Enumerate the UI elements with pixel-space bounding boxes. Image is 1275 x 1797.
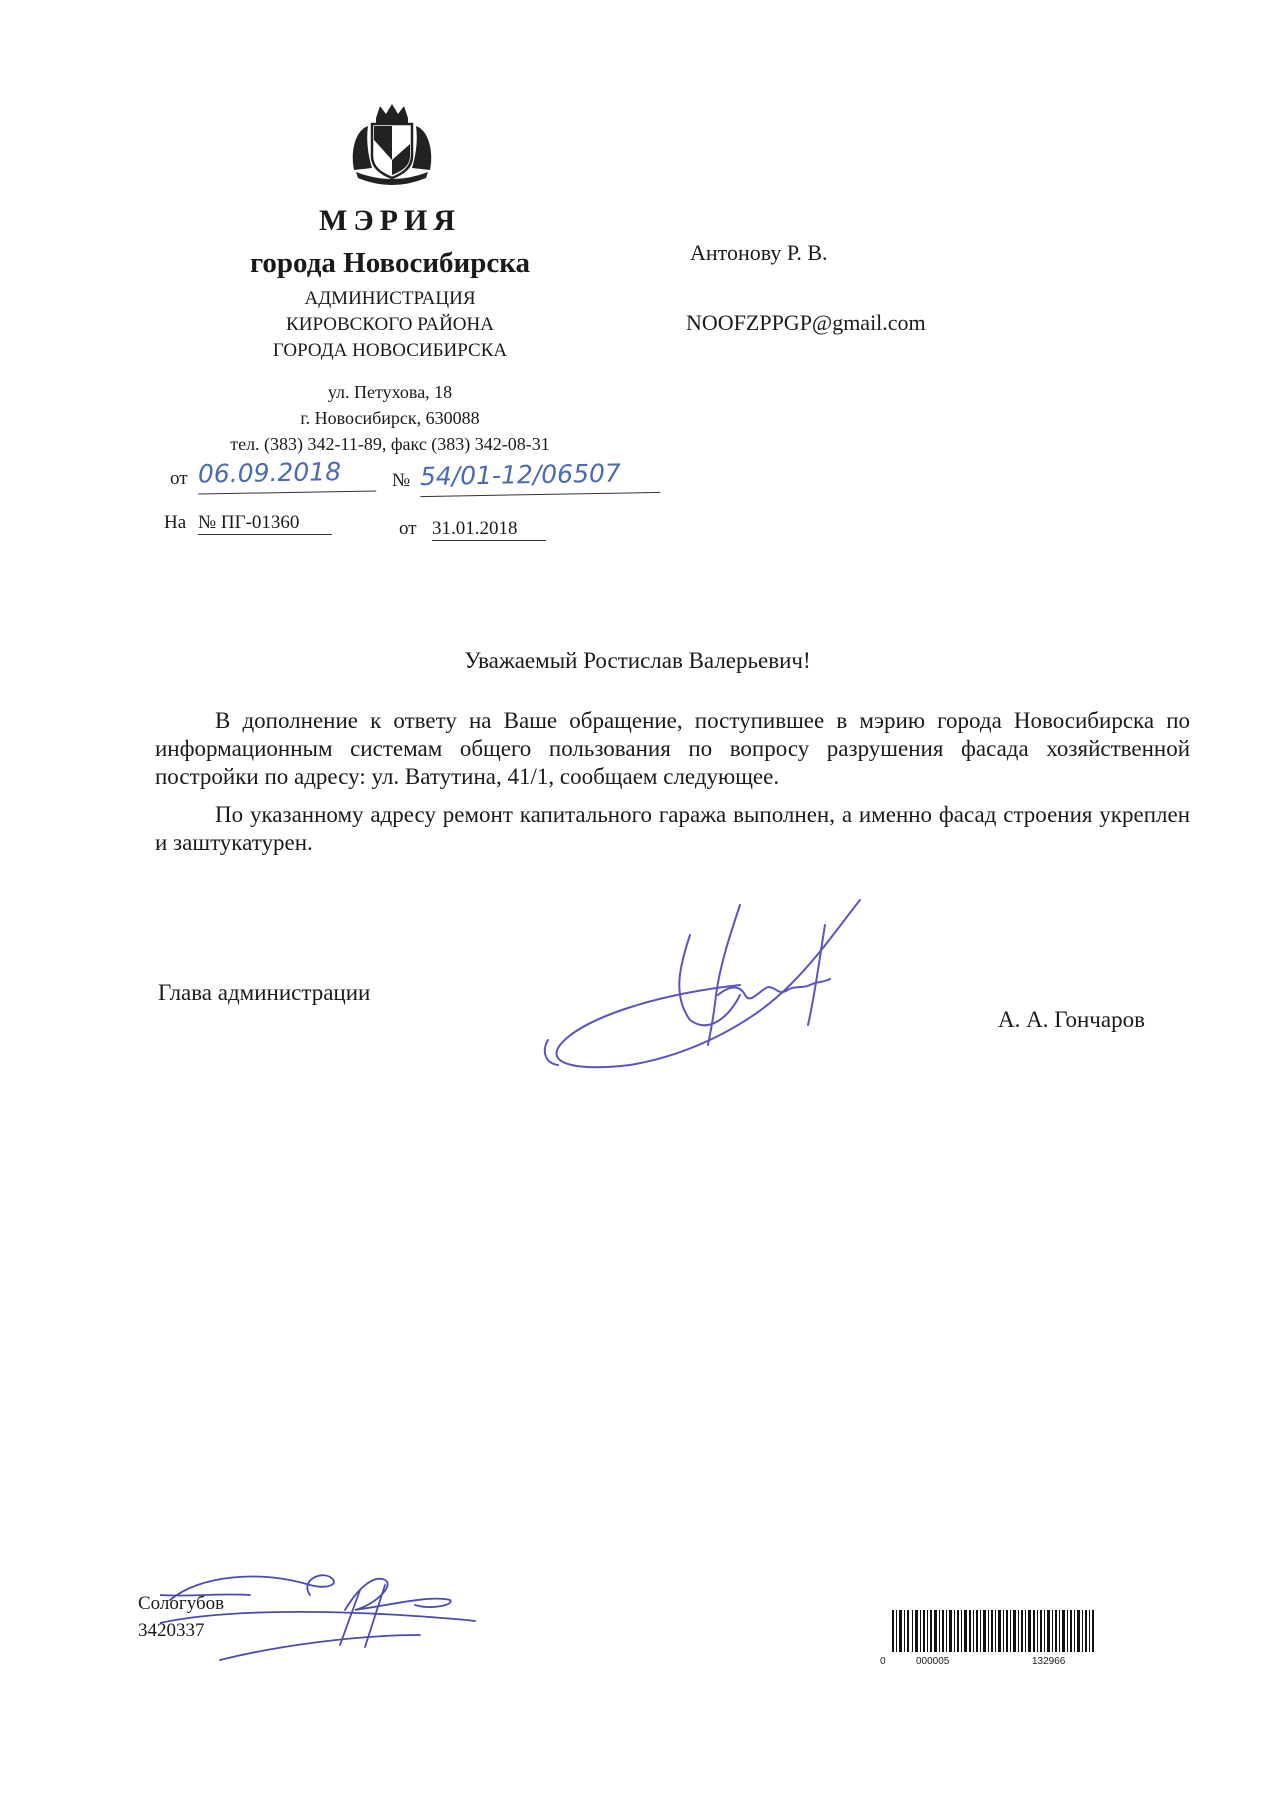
- body-paragraph-1: В дополнение к ответу на Ваше обращение, поступившее в мэрию города Новосибирска по информационным системам общего пользования по вопросу разрушения фасада хозяйственной постройки по адресу: ул. Ватутина, 41/1, сообщаем следующее.: [155, 708, 1190, 789]
- reply-date: 31.01.2018: [432, 518, 546, 541]
- number-field: [420, 458, 661, 497]
- barcode: [888, 1610, 1098, 1662]
- body-paragraph-2: По указанному адресу ремонт капитального гаража выполнен, а именно фасад строения укреплен и заштукатурен.: [155, 802, 1190, 855]
- executor-phone: 3420337: [138, 1620, 205, 1641]
- barcode-digits-mid: 000005: [916, 1656, 950, 1667]
- date-value: 06.09.2018: [197, 457, 342, 489]
- number-value: 54/01-12/06507: [419, 458, 622, 492]
- signatory-role: Глава администрации: [158, 980, 371, 1005]
- org-city: города Новосибирска: [249, 247, 531, 279]
- date-label: от: [170, 468, 188, 489]
- executor-name: Сологубов: [138, 1593, 225, 1614]
- date-field: [198, 456, 377, 494]
- admin-line-2: КИРОВСКОГО РАЙОНА: [286, 314, 494, 335]
- greeting: Уважаемый Ростислав Валерьевич!: [464, 648, 811, 673]
- letter-body: [155, 707, 1190, 857]
- reply-number: № ПГ-01360: [198, 512, 332, 535]
- initials-signature: [160, 1555, 480, 1665]
- address-street: ул. Петухова, 18: [327, 382, 453, 402]
- reply-label: На: [164, 512, 187, 533]
- admin-line-3: ГОРОДА НОВОСИБИРСКА: [272, 340, 508, 361]
- admin-line-1: АДМИНИСТРАЦИЯ: [304, 288, 476, 309]
- barcode-digits-right: 132966: [1032, 1656, 1066, 1667]
- recipient-name: Антонову Р. В.: [690, 240, 828, 265]
- recipient-email: NOOFZPPGP@gmail.com: [686, 310, 926, 335]
- handwritten-signature: [540, 895, 870, 1075]
- reply-date-label: от: [399, 518, 417, 539]
- address-phone: тел. (383) 342-11-89, факс (383) 342-08-31: [230, 434, 550, 454]
- coat-of-arms-icon: [346, 100, 438, 186]
- address-city: г. Новосибирск, 630088: [300, 408, 480, 428]
- number-label: №: [392, 470, 411, 491]
- signatory-name: А. А. Гончаров: [998, 1007, 1145, 1032]
- org-name: МЭРИЯ: [319, 204, 461, 237]
- barcode-digit-left: 0: [880, 1656, 886, 1667]
